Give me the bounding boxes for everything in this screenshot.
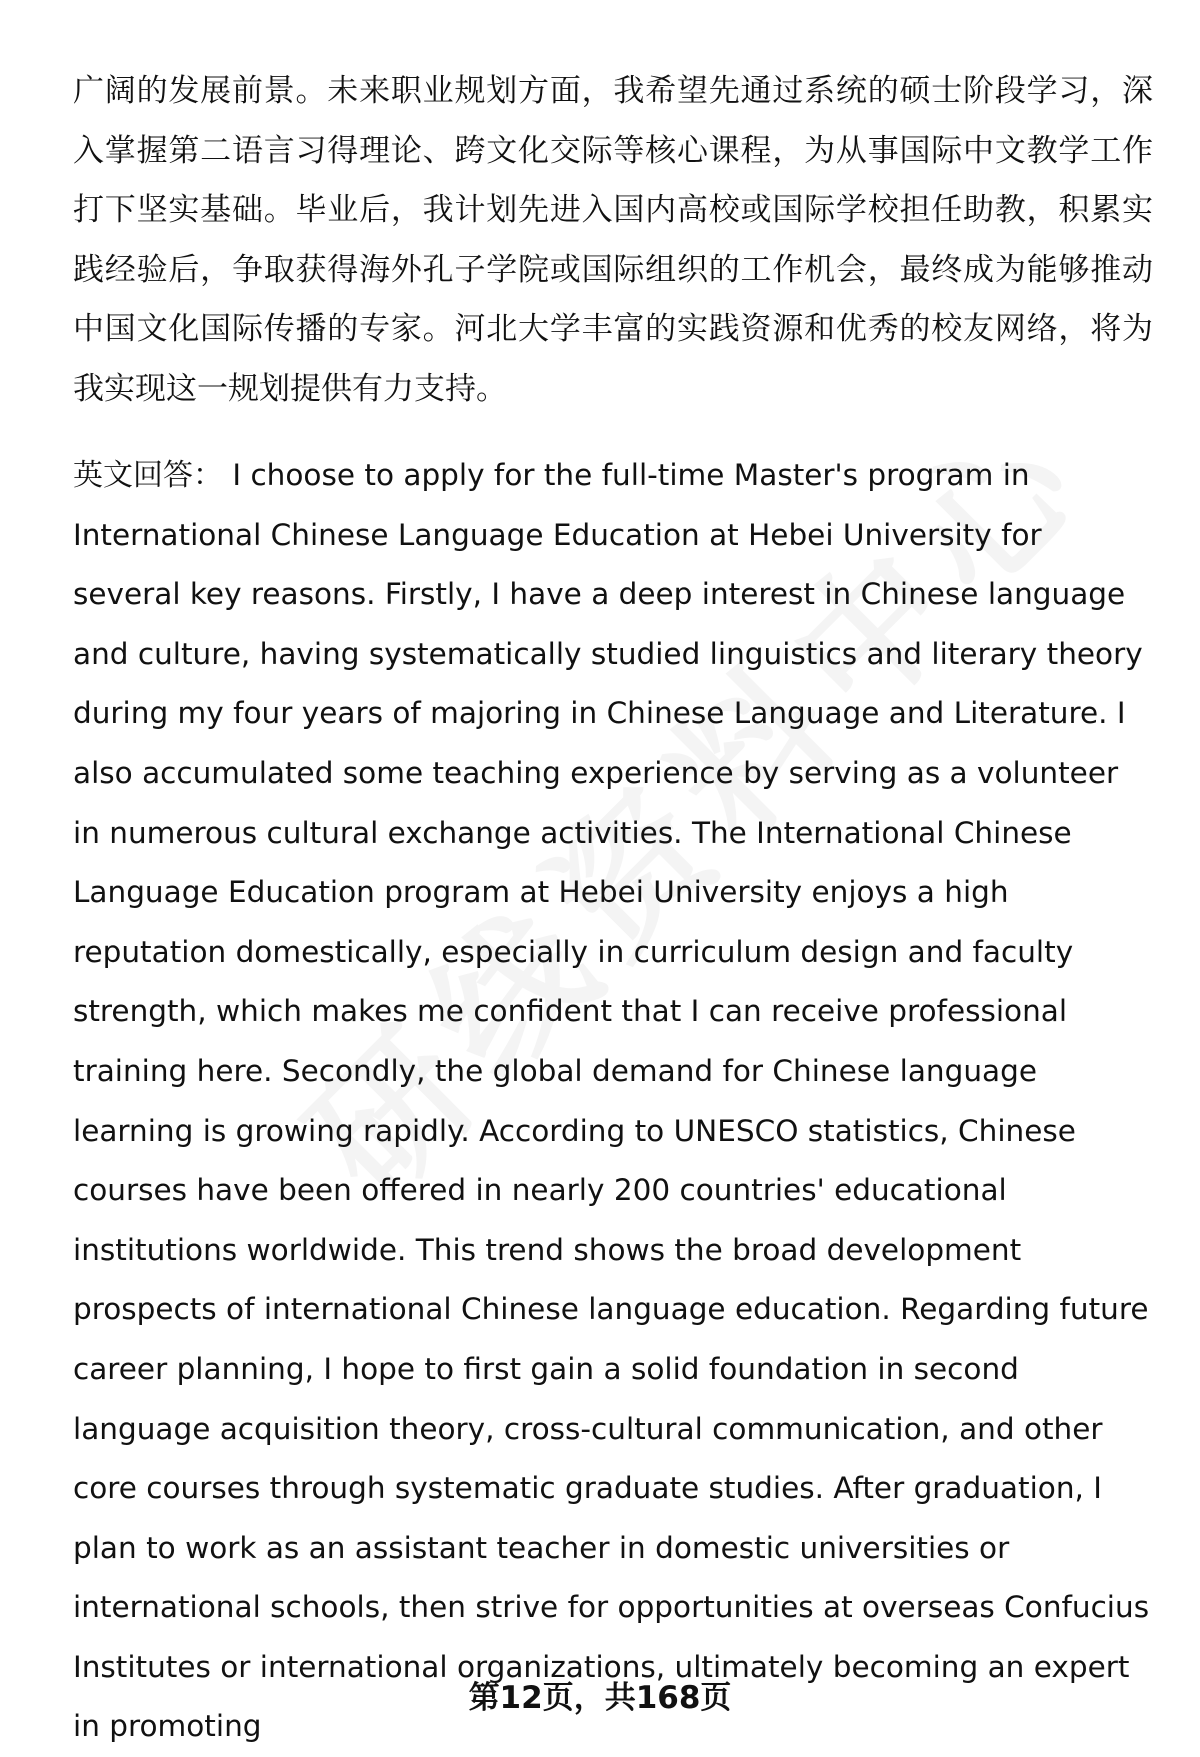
english-answer-text: I choose to apply for the full-time Master's program in International Chinese Language Education at Hebei University for several key reasons. Firstly, I have a deep interest in Chinese language and culture, having systematically studied linguistics and literary theory during my four years of majoring in Chinese Language and Literature. I also accumulated some teaching experience by serving as a volunteer in numerous cultural exchange activities. The International Chinese Language Education program at Hebei University enjoys a high reputation domestically, especially in curriculum design and faculty strength, which makes me confident that I can receive professional training here. Secondly, the global demand for Chinese language learning is growing rapidly. According to UNESCO statistics, Chinese courses have been offered in nearly 200 countries' educational institutions worldwide. This trend shows the broad development prospects of international Chinese language education. Regarding future career planning, I hope to first gain a solid foundation in second language acquisition theory, cross-cultural communication, and other core courses through systematic graduate studies. After graduation, I plan to work as an assistant teacher in domestic universities or international schools, then strive for opportunities at overseas Confucius Institutes or international organizations, ultimately becoming an expert in promoting	[73, 458, 1150, 1744]
document-page	[73, 62, 1153, 1757]
chinese-answer-paragraph: 广阔的发展前景。未来职业规划方面，我希望先通过系统的硕士阶段学习，深入掌握第二语言习得理论、跨文化交际等核心课程，为从事国际中文教学工作打下坚实基础。毕业后，我计划先进入国内高校或国际学校担任助教，积累实践经验后，争取获得海外孔子学院或国际组织的工作机会，最终成为能够推动中国文化国际传播的专家。河北大学丰富的实践资源和优秀的校友网络，将为我实现这一规划提供有力支持。	[73, 73, 1153, 407]
english-answer-paragraph	[73, 446, 1153, 1757]
english-answer-label: 英文回答：	[73, 458, 223, 493]
page-number-footer: 第12页，共168页	[468, 1680, 732, 1716]
